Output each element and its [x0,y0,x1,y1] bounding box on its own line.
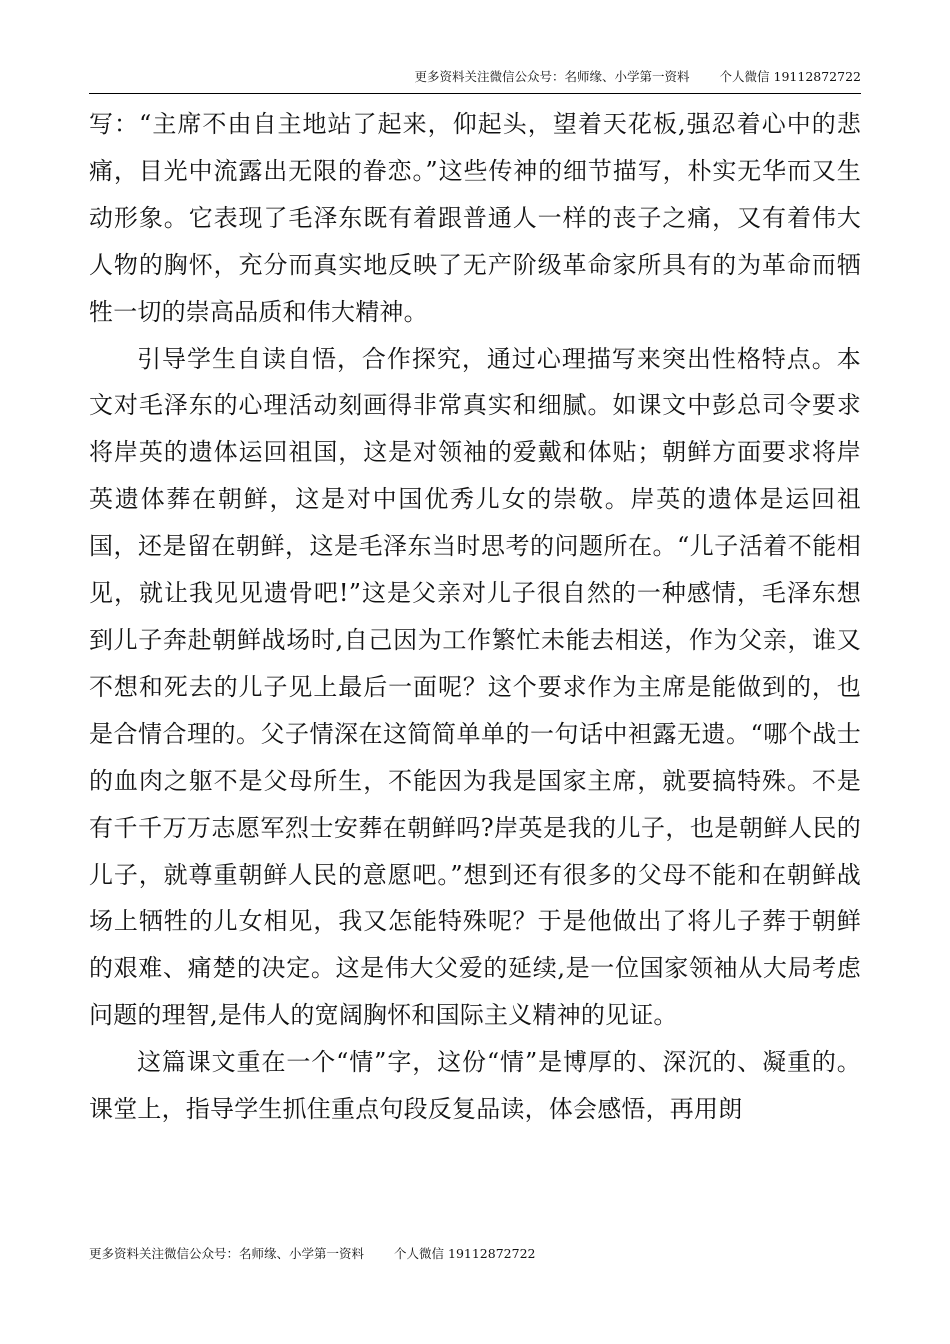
page-footer [89,1245,535,1263]
paragraph-1: 写：“主席不由自主地站了起来，仰起头，望着天花板,强忍着心中的悲痛，目光中流露出无限的眷恋。”这些传神的细节描写，朴实无华而又生动形象。它表现了毛泽东既有着跟普通人一样的丧子之痛，又有着伟大人物的胸怀，充分而真实地反映了无产阶级革命家所具有的为革命而牺牲一切的崇高品质和伟大精神。 [89,110,861,326]
paragraph-3: 这篇课文重在一个“情”字，这份“情”是博厚的、深沉的、凝重的。课堂上，指导学生抓住重点句段反复品读，体会感悟，再用朗 [89,1048,861,1124]
footer-wechat: 个人微信 19112872722 [394,1246,536,1261]
document-body [89,101,861,1133]
paragraph-2: 引导学生自读自悟，合作探究，通过心理描写来突出性格特点。本文对毛泽东的心理活动刻画得非常真实和细腻。如课文中彭总司令要求将岸英的遗体运回祖国，这是对领袖的爱戴和体贴；朝鲜方面要求将岸英遗体葬在朝鲜，这是对中国优秀儿女的崇敬。岸英的遗体是运回祖国，还是留在朝鲜，这是毛泽东当时思考的问题所在。“儿子活着不能相见，就让我见见遗骨吧!”这是父亲对儿子很自然的一种感情，毛泽东想到儿子奔赴朝鲜战场时,自己因为工作繁忙未能去相送，作为父亲，谁又不想和死去的儿子见上最后一面呢？这个要求作为主席是能做到的，也是合情合理的。父子情深在这简简单单的一句话中袒露无遗。“哪个战士的血肉之躯不是父母所生，不能因为我是国家主席，就要搞特殊。不是有千千万万志愿军烈士安葬在朝鲜吗?岸英是我的儿子，也是朝鲜人民的儿子，就尊重朝鲜人民的意愿吧。”想到还有很多的父母不能和在朝鲜战场上牺牲的儿女相见，我又怎能特殊呢？于是他做出了将儿子葬于朝鲜的艰难、痛楚的决定。这是伟大父爱的延续,是一位国家领袖从大局考虑问题的理智,是伟人的宽阔胸怀和国际主义精神的见证。 [89,344,861,1030]
header-wechat: 个人微信 19112872722 [719,69,861,84]
header-text [415,68,861,86]
page-header [89,66,861,94]
footer-notice: 更多资料关注微信公众号：名师缘、小学第一资料 [89,1246,365,1261]
header-notice: 更多资料关注微信公众号：名师缘、小学第一资料 [414,69,690,84]
